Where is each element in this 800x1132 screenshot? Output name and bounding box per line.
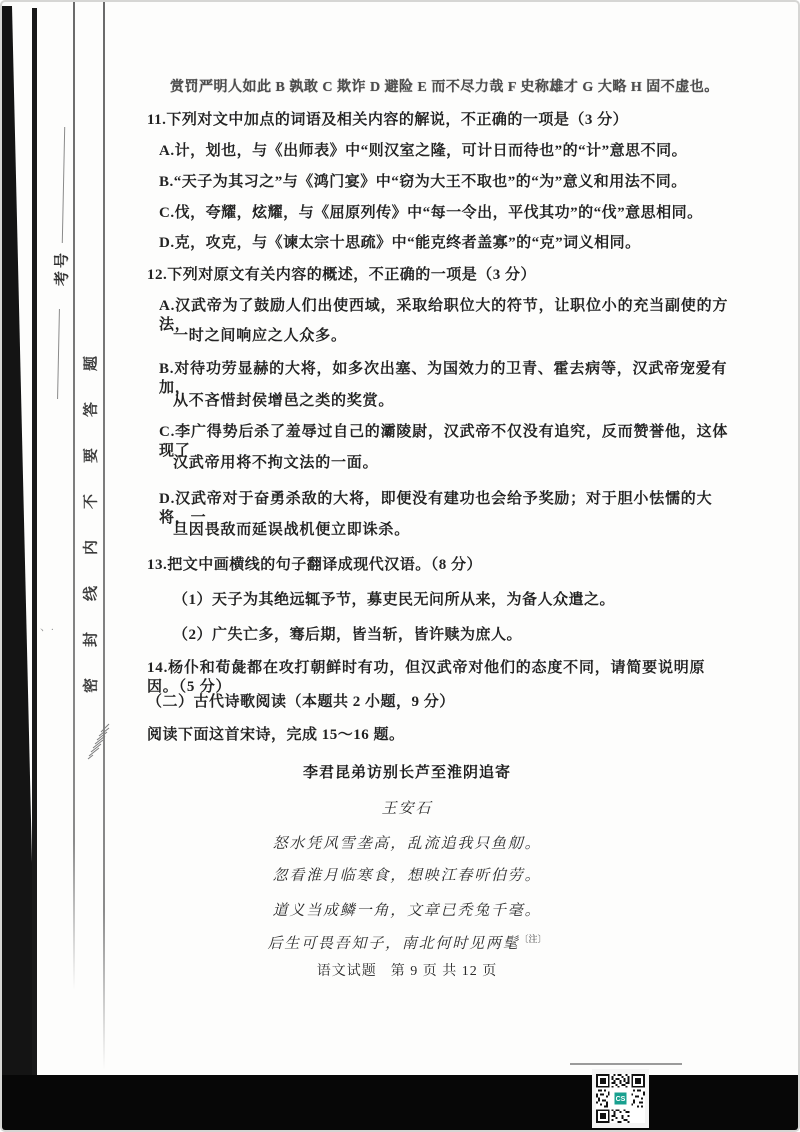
question-13-stem: 13.把文中画横线的句子翻译成现代汉语。（8 分） bbox=[147, 557, 483, 573]
question-11-option-b: B.“天子为其习之”与《鸿门宴》中“窃为大王不取也”的“为”意义和用法不同。 bbox=[159, 174, 687, 190]
section-2-intro: 阅读下面这首宋诗，完成 15～16 题。 bbox=[147, 727, 405, 743]
question-12-stem: 12.下列对原文有关内容的概述，不正确的一项是（3 分） bbox=[147, 267, 537, 283]
question-11-stem: 11.下列对文中加点的词语及相关内容的解说，不正确的一项是（3 分） bbox=[147, 112, 629, 128]
scan-edge-bar bbox=[32, 8, 37, 1075]
poem-note-reference: 〔注〕 bbox=[519, 934, 547, 944]
question-13-item-2: （2）广失亡多，骞后期，皆当斩，皆许赎为庶人。 bbox=[173, 627, 523, 643]
footer-subject-label: 语文试题 bbox=[316, 964, 377, 979]
footer-page-number: 第 9 页 共 12 页 bbox=[390, 964, 498, 979]
page-footer bbox=[147, 963, 667, 981]
question-12-option-a-line1: A.汉武帝为了鼓励人们出使西域，采取给职位大的符节，让职位小的充当副使的方法， bbox=[159, 298, 729, 333]
question-12-option-d-line2: 旦因畏敌而延误战机便立即诛杀。 bbox=[173, 522, 411, 538]
question-11-option-d: D.克，攻克，与《谏太宗十思疏》中“能克终者盖寡”的“克”词义相同。 bbox=[159, 235, 641, 251]
question-11-option-a: A.计，划也，与《出师表》中“则汉室之隆，可计日而待也”的“计”意思不同。 bbox=[159, 143, 688, 159]
poem-line-4 bbox=[147, 934, 667, 954]
exam-number-blank-line-upper bbox=[62, 127, 65, 243]
exam-number-blank-line-lower bbox=[57, 309, 60, 399]
sentence-break-fragment-line: 赏罚严明人如此 B 孰敢 C 欺诈 D 避险 E 而不尽力哉 F 史称雄才 G 大略 H 固不虚也。 bbox=[170, 80, 719, 95]
seal-line-outer bbox=[103, 2, 105, 1070]
poem-author: 王安石 bbox=[381, 801, 433, 817]
question-12-option-c-line1: C.李广得势后杀了羞辱过自己的灞陵尉，汉武帝不仅没有追究，反而赞誉他，这体现了 bbox=[159, 424, 729, 459]
question-12-option-d-line1: D.汉武帝对于奋勇杀敌的大将，即便没有建功也会给予奖励；对于胆小怯懦的大将，一 bbox=[159, 491, 713, 526]
stray-mark-artifact: 、. bbox=[40, 621, 54, 633]
qr-code-pattern bbox=[596, 1074, 645, 1123]
qr-code bbox=[592, 1069, 649, 1128]
scan-bottom-band bbox=[2, 1075, 800, 1132]
seal-warning-text: 密封线内不要答题 bbox=[83, 324, 100, 694]
svg-text:CS: CS bbox=[615, 1096, 626, 1104]
poem-line-2: 忽看淮月临寒食，想映江春听伯劳。 bbox=[272, 868, 542, 884]
question-12-option-a-line2: 一时之间响应之人众多。 bbox=[173, 328, 347, 344]
question-12-option-b-line2: 从不吝惜封侯增邑之类的奖赏。 bbox=[173, 393, 395, 409]
section-2-heading: （二）古代诗歌阅读（本题共 2 小题，9 分） bbox=[147, 694, 455, 710]
handwriting-artifact bbox=[85, 712, 111, 760]
poem-line-3: 道义当成鳞一角，文章已秃兔千毫。 bbox=[272, 903, 542, 919]
question-12-option-c-line2: 汉武帝用将不拘文法的一面。 bbox=[173, 455, 379, 471]
poem-line-1: 怒水凭风雪垄高，乱流追我只鱼舠。 bbox=[272, 836, 542, 852]
exam-number-label: 考号 bbox=[54, 249, 71, 287]
question-13-item-1: （1）天子为其绝远辄予节，募吏民无问所从来，为备人众遣之。 bbox=[173, 592, 616, 608]
question-11-option-c: C.伐，夸耀，炫耀，与《屈原列传》中“每一令出，平伐其功”的“伐”意思相同。 bbox=[159, 205, 703, 221]
question-14: 14.杨仆和荀彘都在攻打朝鲜时有功，但汉武帝对他们的态度不同，请简要说明原因。（5 分） bbox=[147, 660, 706, 695]
poem-line-4-text: 后生可畏吾知子，南北何时见两髦 bbox=[267, 936, 520, 952]
poem-title: 李君昆弟访别长芦至淮阴追寄 bbox=[302, 764, 511, 781]
scan-divider-line bbox=[570, 1063, 682, 1065]
question-12-option-b-line1: B.对待功劳显赫的大将，如多次出塞、为国效力的卫青、霍去病等，汉武帝宠爱有加， bbox=[159, 361, 728, 396]
seal-line-inner bbox=[73, 2, 75, 990]
